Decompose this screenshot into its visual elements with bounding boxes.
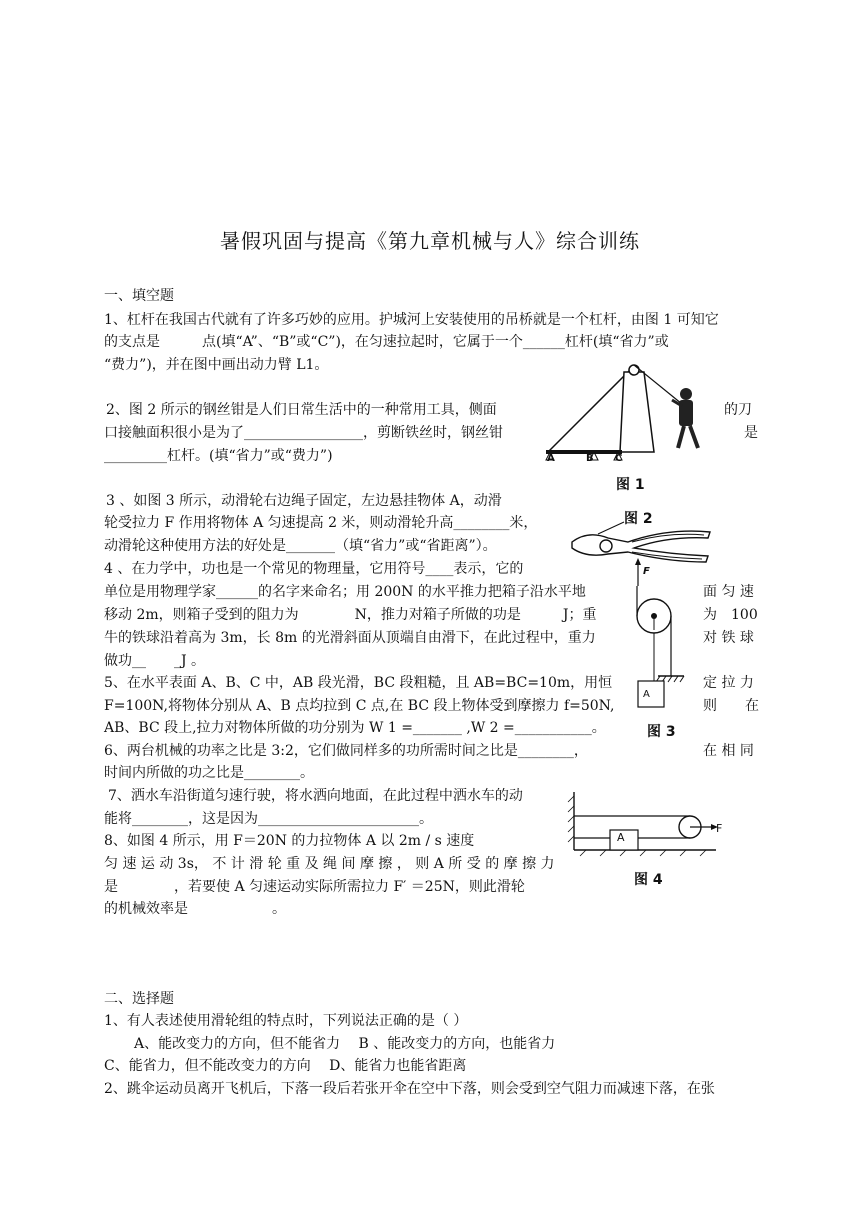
- q8-line-4: 的机械效率是 。: [104, 901, 286, 917]
- fig3-label-a: A: [643, 689, 650, 700]
- q5-line-2: F=100N,将物体分别从 A、B 点均拉到 C 点,在 BC 段上物体受到摩擦力 f=50N,: [104, 698, 615, 714]
- q8-line-1: 8、如图 4 所示，用 F＝20N 的力拉物体 A 以 2m / s 速度: [104, 833, 475, 849]
- q8-line-2: 匀 速 运 动 3s， 不 计 滑 轮 重 及 绳 间 摩 擦 ， 则 A 所 受 的 摩 擦 力: [104, 856, 555, 872]
- q1-line-3: “费力”)，并在图中画出动力臂 L1。: [104, 357, 329, 373]
- q1-line-1: 1、杠杆在我国古代就有了许多巧妙的应用。护城河上安装使用的吊桥就是一个杠杆，由图 1 可知它: [104, 312, 719, 328]
- q4-line-5: 做功__ _J 。: [104, 653, 206, 669]
- fig1-label-a: A: [547, 453, 555, 464]
- q6-line-1: 6、两台机械的功率之比是 3:2，它们做同样多的功所需时间之比是________，: [104, 743, 588, 759]
- q5-line-1-right: 定 拉 力: [703, 675, 754, 691]
- mc-q2-stem: 2、跳伞运动员离开飞机后，下落一段后若张开伞在空中下落，则会受到空气阻力而减速下落，在张: [104, 1081, 715, 1097]
- figure-3-pulley: [628, 556, 688, 716]
- fig2-caption: 图 2: [624, 511, 653, 527]
- page-title: 暑假巩固与提高《第九章机械与人》综合训练: [220, 229, 640, 253]
- q6-line-1-right: 在 相 同: [703, 743, 754, 759]
- mc-q1-stem: 1、有人表述使用滑轮组的特点时，下列说法正确的是（ ）: [104, 1013, 468, 1029]
- q4-line-2: 单位是用物理学家______的名字来命名；用 200N 的水平推力把箱子沿水平地: [104, 584, 586, 600]
- q6-line-2: 时间内所做的功之比是________。: [104, 765, 314, 781]
- q5-line-2-right: 则 在: [703, 698, 759, 714]
- fig3-caption: 图 3: [647, 724, 676, 740]
- fig4-caption: 图 4: [634, 872, 663, 888]
- figure-1-drawbridge: [536, 360, 736, 470]
- q4-line-4-right: 对 铁 球: [703, 630, 754, 646]
- fig3-label-f: F: [643, 566, 650, 577]
- q3-line-2: 轮受拉力 F 作用将物体 A 匀速提高 2 米，则动滑轮升高________米，: [104, 515, 538, 531]
- q8-line-3: 是 ，若要使 A 匀速运动实际所需拉力 F′ ＝25N，则此滑轮: [104, 879, 525, 895]
- q2-line-1: 2、图 2 所示的钢丝钳是人们日常生活中的一种常用工具，侧面: [106, 402, 497, 418]
- fig1-label-b: B: [586, 453, 594, 464]
- q2-line-2: 口接触面积很小是为了_________________，剪断铁丝时，钢丝钳: [104, 425, 503, 441]
- fig1-label-c: C: [615, 453, 623, 464]
- fig1-caption: 图 1: [616, 477, 645, 493]
- q4-line-1: 4 、在力学中，功也是一个常见的物理量，它用符号____表示，它的: [104, 561, 524, 577]
- q4-line-2-right: 面 匀 速: [703, 584, 754, 600]
- fig4-label-f: F: [716, 822, 723, 835]
- q4-line-3-right: 为 100: [703, 607, 758, 623]
- q2-line-3: _________杠杆。(填“省力”或“费力”): [104, 448, 333, 464]
- fig4-label-a: A: [617, 831, 625, 844]
- q5-line-1: 5、在水平表面 A、B、C 中，AB 段光滑，BC 段粗糙，且 AB=BC=10m，用恒: [104, 675, 613, 691]
- q2-line-2-right: 是: [744, 425, 758, 441]
- q1-line-2: 的支点是 点(填“A”、“B”或“C”)，在匀速拉起时，它属于一个______杠杆(填“省力”或: [104, 334, 669, 350]
- q4-line-4: 牛的铁球沿着高为 3m，长 8m 的光滑斜面从顶端自由滑下，在此过程中，重力: [104, 630, 596, 646]
- figure-4-horizontal-pulley: [566, 788, 726, 858]
- section-heading-multiple-choice: 二、选择题: [104, 991, 174, 1007]
- q4-line-3: 移动 2m，则箱子受到的阻力为 N，推力对箱子所做的功是 J；重: [104, 607, 597, 623]
- q2-line-1-right: 的刀: [724, 402, 752, 418]
- q5-line-3: AB、BC 段上,拉力对物体所做的功分别为 W 1 =_______ ,W 2 =___________。: [104, 720, 606, 736]
- q3-line-1: 3 、如图 3 所示，动滑轮右边绳子固定，左边悬挂物体 A，动滑: [106, 493, 502, 509]
- q7-line-1: 7、洒水车沿街道匀速行驶，将水洒向地面，在此过程中洒水车的动: [108, 788, 523, 804]
- section-heading-fill-blank: 一、填空题: [104, 288, 174, 304]
- q3-line-3: 动滑轮这种使用方法的好处是_______（填“省力”或“省距离”）。: [104, 538, 497, 554]
- q7-line-2: 能将________，这是因为_______________________。: [104, 811, 433, 827]
- mc-q1-options-ab: A、能改变力的方向，但不能省力 B 、能改变力的方向，也能省力: [134, 1036, 556, 1052]
- mc-q1-options-cd: C、能省力，但不能改变力的方向 D、能省力也能省距离: [104, 1058, 467, 1074]
